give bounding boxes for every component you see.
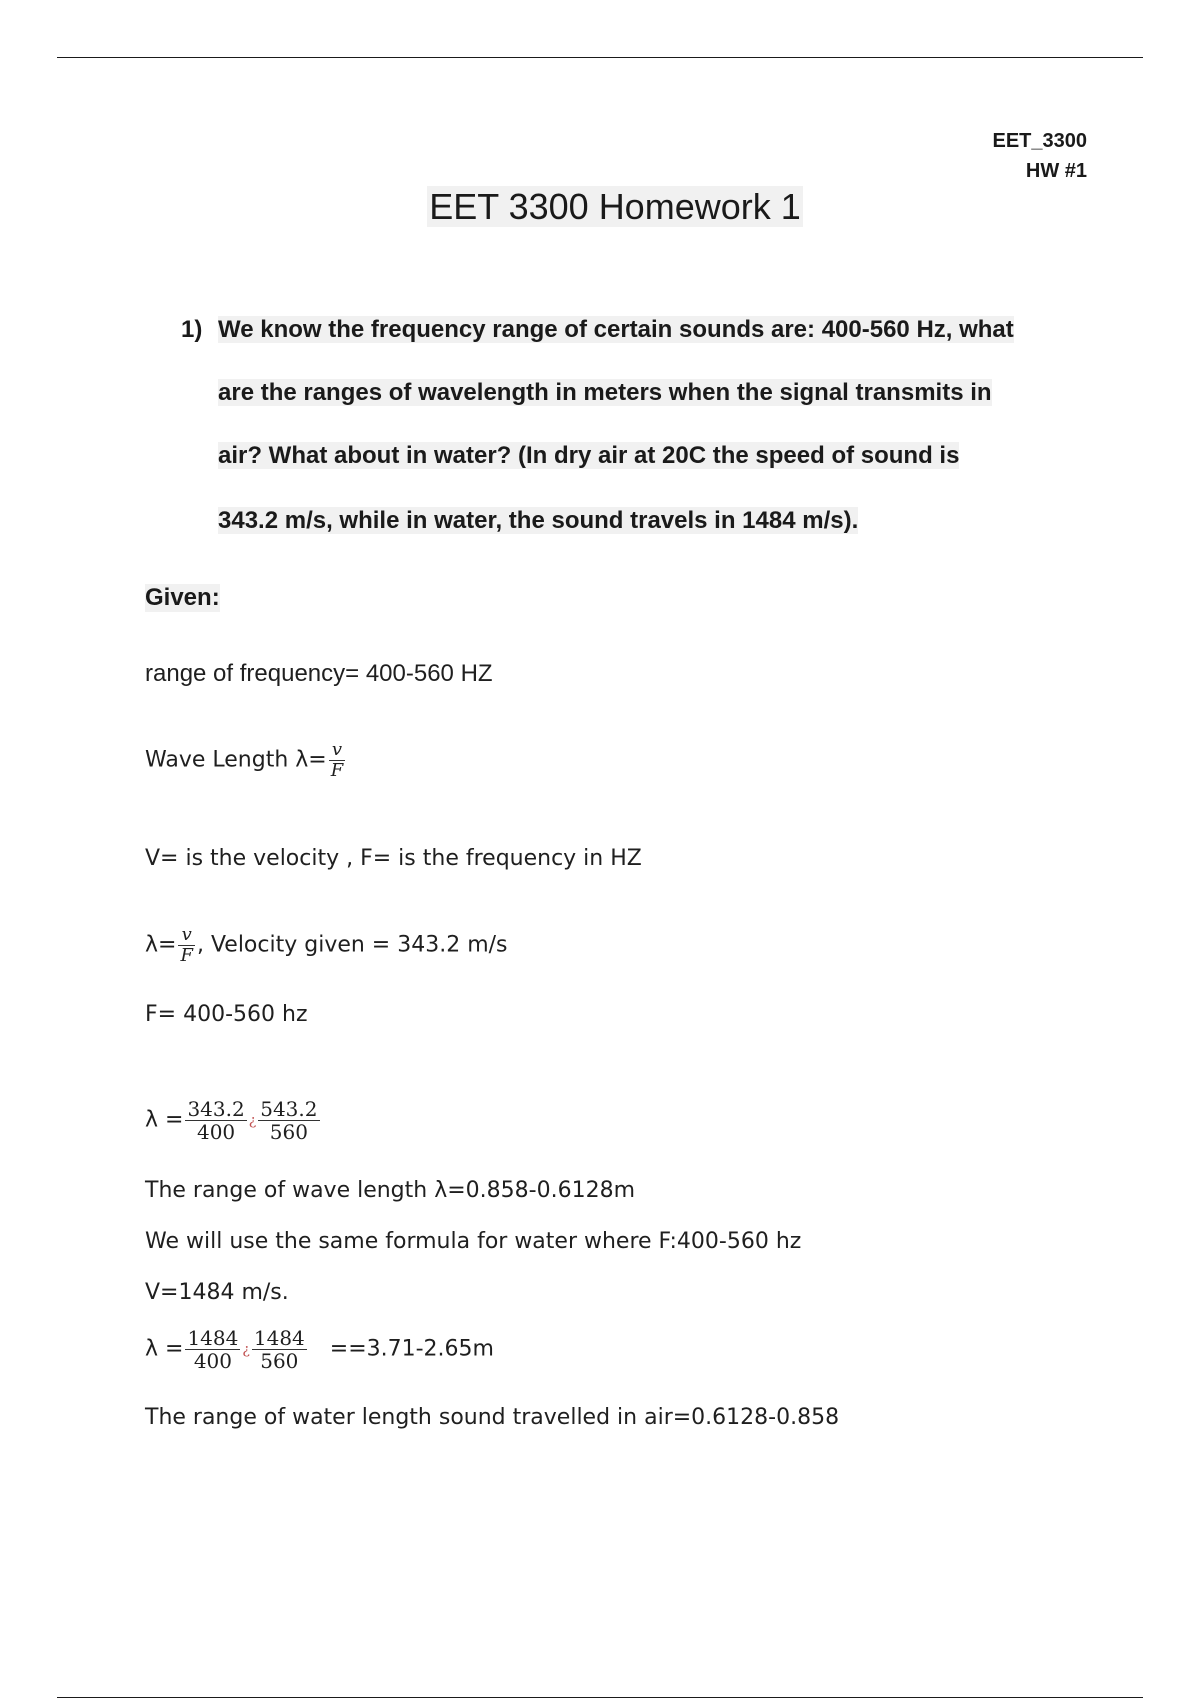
fraction-numerator: 343.2 [187,1097,245,1121]
result-air: The range of wave length λ=0.858-0.6128m [145,1178,635,1203]
variable-definition: V= is the velocity , F= is the frequency in HZ [145,846,642,871]
question-line-1-text: We know the frequency range of certain sounds are: 400-560 Hz, what [218,316,1014,343]
question-line-3-text: air? What about in water? (In dry air at 20C the speed of sound is [218,442,960,469]
lambda-water-calc-prefix: λ = [145,1336,184,1362]
lambda-air-formula [145,925,508,966]
question-line-2 [218,379,992,407]
question-line-2-text: are the ranges of wavelength in meters when the signal transmits in [218,379,992,406]
lambda-air-calc-prefix: λ = [145,1107,184,1133]
question-line-1 [218,316,1014,344]
fraction-denominator: 400 [193,1349,232,1373]
question-line-3 [218,442,959,470]
course-code: EET_3300 [992,130,1087,152]
top-rule [57,57,1143,58]
result-final: The range of water length sound travelled in air=0.6128-0.858 [145,1405,840,1430]
fraction-denominator: 560 [269,1120,308,1144]
fraction-water-2 [252,1327,307,1372]
separator-glyph: ¿ [248,1112,257,1129]
fraction-denominator: F [330,759,344,781]
fraction-denominator: F [180,944,193,966]
fraction-water-1 [185,1327,240,1372]
wavelength-formula [145,740,347,781]
frequency-line: F= 400-560 hz [145,1002,308,1027]
fraction-numerator: 543.2 [260,1097,318,1121]
page-title-text: EET 3300 Homework 1 [429,186,801,227]
lambda-water-result: ==3.71-2.65m [329,1336,494,1362]
fraction-denominator: 400 [196,1120,236,1144]
wavelength-formula-prefix: Wave Length λ= [145,747,327,773]
fraction-denominator: 560 [260,1349,299,1373]
fraction-numerator: v [178,925,195,946]
lambda-air-calculation [145,1098,322,1143]
lambda-water-calculation [145,1327,494,1372]
lambda-air-suffix: , Velocity given = 343.2 m/s [196,932,508,958]
fraction-air-2 [258,1098,319,1143]
question-number: 1) [181,316,203,343]
fraction-numerator: v [329,740,346,761]
fraction-v-over-f [329,740,346,781]
given-heading: Given: [145,584,220,611]
bottom-rule [57,1697,1143,1698]
fraction-numerator: 1484 [253,1326,305,1350]
lambda-air-prefix: λ= [145,932,177,958]
frequency-range: range of frequency= 400-560 HZ [145,660,493,687]
separator-glyph: ¿ [242,1341,250,1358]
homework-number: HW #1 [1025,160,1087,182]
fraction-air-1 [185,1098,246,1143]
velocity-water: V=1484 m/s. [145,1280,289,1305]
question-line-4-text: 343.2 m/s, while in water, the sound travels in 1484 m/s). [218,507,859,534]
page-title [0,186,1200,228]
water-note: We will use the same formula for water where F:400-560 hz [145,1229,802,1254]
question-line-4 [218,507,858,535]
fraction-numerator: 1484 [187,1326,239,1350]
fraction-v-over-f-air [178,925,195,966]
